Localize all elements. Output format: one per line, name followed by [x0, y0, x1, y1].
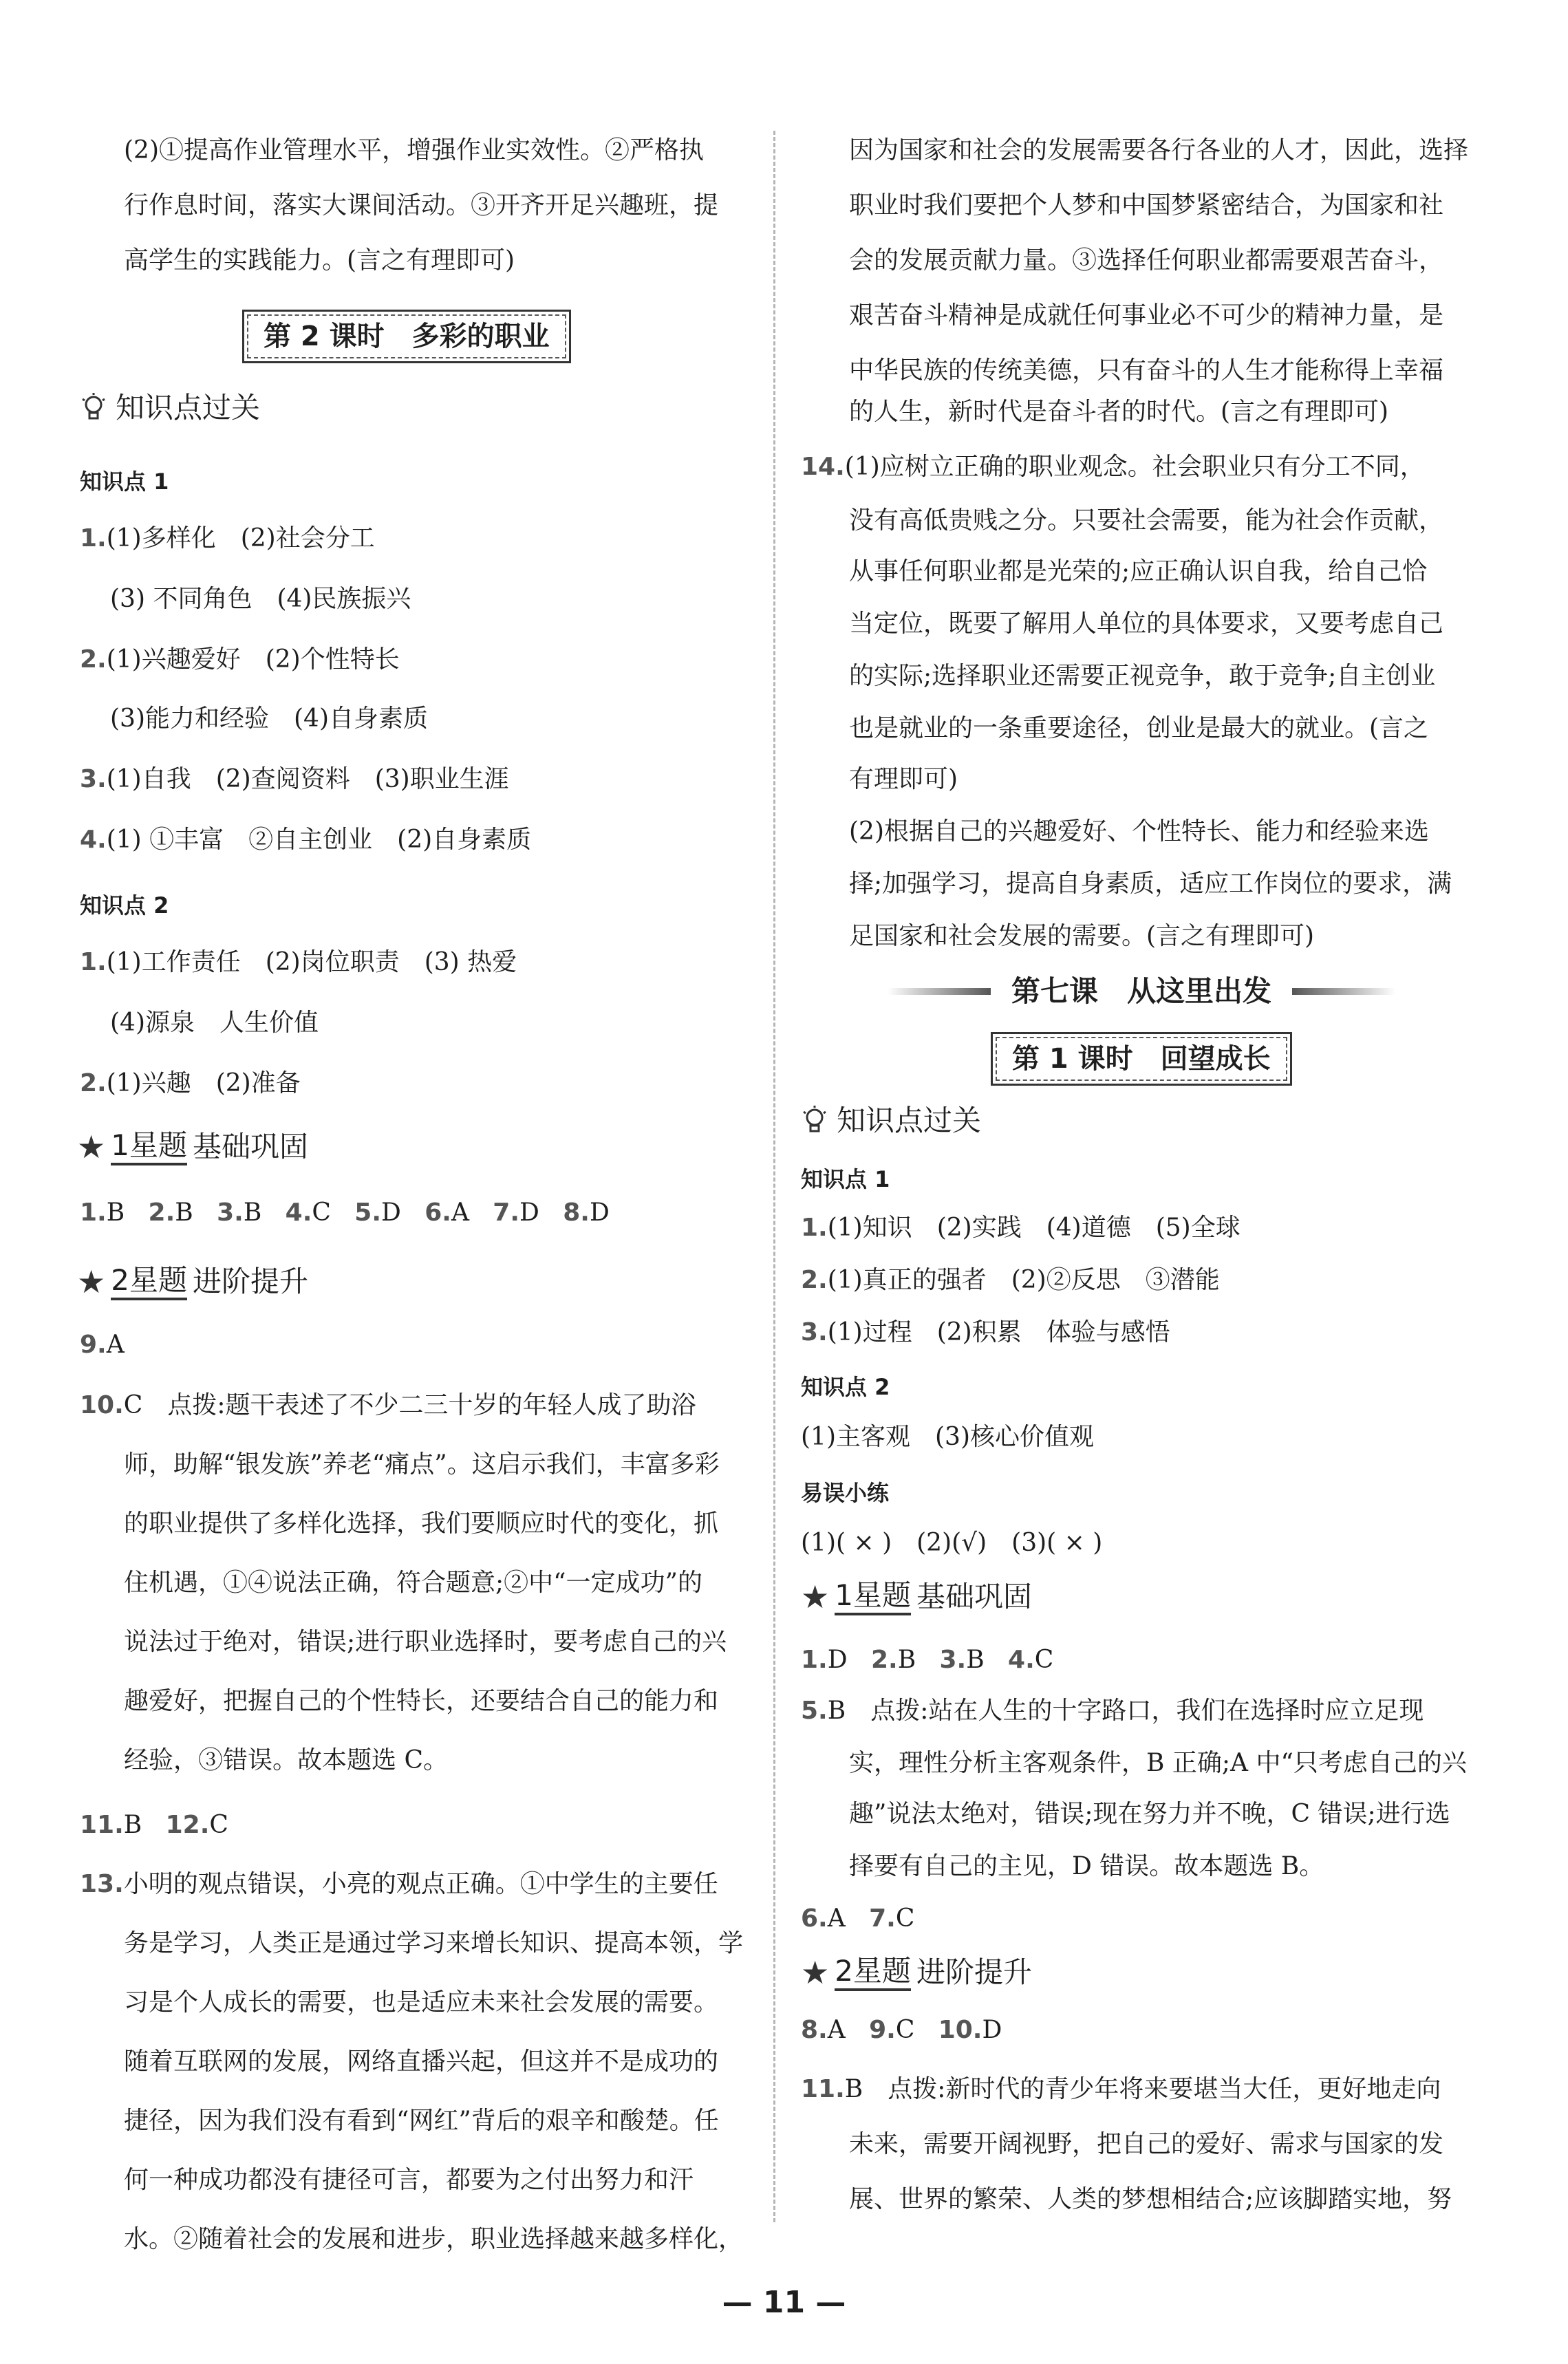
text-line: 没有高低贵贱之分。只要社会需要，能为社会作贡献，: [849, 506, 1444, 535]
text-line: 足国家和社会发展的需要。(言之有理即可): [849, 922, 1315, 950]
kp1-label: 知识点 1: [80, 469, 169, 495]
text-line: 未来，需要开阔视野，把自己的爱好、需求与国家的发: [849, 2130, 1444, 2158]
lesson-title-box: [991, 1032, 1292, 1086]
knowledge-heading: [801, 1104, 981, 1138]
answer-number: 2.: [148, 1199, 175, 1227]
text-line: 高学生的实践能力。(言之有理即可): [124, 246, 515, 275]
answer-number: 6.: [425, 1199, 451, 1227]
answer-text: B: [106, 1199, 125, 1227]
answer-number: 11.: [801, 2075, 845, 2103]
answer-text: (1)真正的强者 (2)②反思 ③潜能: [827, 1266, 1220, 1294]
unit-title-text: 第七课 从这里出发: [1011, 974, 1272, 1008]
answer-number: 13.: [80, 1870, 124, 1898]
title-rule: [888, 988, 991, 995]
answer-text: C: [312, 1199, 331, 1227]
star2-heading: [77, 1263, 308, 1300]
text-line: (2)①提高作业管理水平，增强作业实效性。②严格执: [124, 136, 704, 164]
answer-line: [110, 1007, 319, 1039]
answer-text: (1)兴趣 (2)准备: [106, 1069, 301, 1097]
answer-line: [80, 824, 531, 856]
answer-number: 6.: [801, 1904, 828, 1933]
answer-text: (1)工作责任 (2)岗位职责 (3) 热爱: [106, 948, 517, 976]
text-line: 实，理性分析主客观条件，B 正确;A 中“只考虑自己的兴: [849, 1749, 1467, 1777]
answer-text: (3)能力和经验 (4)自身素质: [110, 705, 428, 733]
answer-line: [80, 1390, 696, 1421]
answer-line: [110, 703, 428, 735]
answer-text: D: [519, 1199, 539, 1227]
answer-number: 1.: [801, 1646, 828, 1674]
answer-line: [801, 451, 1425, 483]
star1-heading: [801, 1578, 1032, 1615]
answer-number: 12.: [165, 1811, 210, 1839]
answer-text: B: [966, 1646, 985, 1674]
star-level: 2星题: [111, 1263, 187, 1300]
answer-number: 9.: [869, 2016, 896, 2044]
answer-number: 10.: [938, 2016, 982, 2044]
text-line: 说法过于绝对，错误;进行职业选择时，要考虑自己的兴: [124, 1628, 727, 1656]
text-line: 行作息时间，落实大课间活动。③开齐开足兴趣班，提: [124, 191, 719, 219]
text-line: 住机遇，①④说法正确，符合题意;②中“一定成功”的: [124, 1569, 702, 1597]
answer-text: (1) ①丰富 ②自主创业 (2)自身素质: [106, 826, 532, 854]
answer-number: 1.: [801, 1214, 828, 1242]
answer-text: D: [827, 1646, 848, 1674]
answer-line: [80, 1329, 125, 1361]
answer-number: 4.: [80, 826, 107, 854]
text-line: 中华民族的传统美德，只有奋斗的人生才能称得上幸福: [849, 356, 1444, 385]
answer-number: 4.: [1008, 1646, 1035, 1674]
answer-text: C 点拨:题干表述了不少二三十岁的年轻人成了助浴: [123, 1391, 696, 1419]
answer-text: (1)应树立正确的职业观念。社会职业只有分工不同，: [844, 453, 1425, 481]
text-line: 也是就业的一条重要途径，创业是最大的就业。(言之: [849, 714, 1429, 742]
lightbulb-icon: [80, 392, 107, 424]
text-line: 艰苦奋斗精神是成就任何事业必不可少的精神力量，是: [849, 301, 1444, 330]
answer-line: [801, 1644, 1053, 1676]
lesson-title: 第 2 课时 多彩的职业: [247, 314, 566, 358]
lightbulb-icon: [801, 1105, 828, 1137]
text-line: 的职业提供了多样化选择，我们要顺应时代的变化，抓: [124, 1509, 719, 1538]
answer-line: [80, 644, 400, 676]
answer-text: A: [451, 1199, 469, 1227]
answer-text: 小明的观点错误，小亮的观点正确。①中学生的主要任: [123, 1870, 718, 1898]
answer-number: 8.: [801, 2016, 828, 2044]
answer-number: 2.: [801, 1266, 828, 1294]
answer-number: 1.: [80, 948, 107, 976]
title-rule: [1292, 988, 1395, 995]
lesson-title-box: [242, 310, 571, 363]
text-line: 习是个人成长的需要，也是适应未来社会发展的需要。: [124, 1988, 719, 2017]
answer-number: 7.: [869, 1904, 896, 1933]
answer-text: (1)多样化 (2)社会分工: [106, 524, 375, 552]
text-line: 经验，③错误。故本题选 C。: [124, 1746, 448, 1774]
answer-text: B: [175, 1199, 193, 1227]
knowledge-heading: [80, 391, 260, 425]
star1-heading: [77, 1128, 308, 1165]
answer-text: (3) 不同角色 (4)民族振兴: [110, 585, 411, 613]
answer-number: 2.: [80, 1069, 107, 1097]
kp2-label: 知识点 2: [80, 892, 169, 918]
answer-text: (1)兴趣爱好 (2)个性特长: [106, 645, 400, 674]
answer-text: B: [243, 1199, 262, 1227]
text-line: 职业时我们要把个人梦和中国梦紧密结合，为国家和社: [849, 191, 1444, 219]
answer-text: B 点拨:站在人生的十字路口，我们在选择时应立足现: [827, 1697, 1424, 1725]
answer-text: (1)自我 (2)查阅资料 (3)职业生涯: [106, 765, 509, 793]
answer-number: 14.: [801, 453, 845, 481]
answer-text: B: [123, 1811, 142, 1839]
kp2-label: 知识点 2: [801, 1374, 890, 1400]
star-level: 1星题: [111, 1128, 187, 1165]
answer-line: [80, 523, 375, 555]
star-icon: ★: [801, 1578, 830, 1615]
text-line: 从事任何职业都是光荣的;应正确认识自我，给自己恰: [849, 557, 1428, 585]
answer-number: 11.: [80, 1811, 124, 1839]
star2-heading: [801, 1954, 1032, 1991]
answer-line: [80, 1869, 718, 1900]
answer-number: 3.: [217, 1199, 244, 1227]
text-line: 的人生，新时代是奋斗者的时代。(言之有理即可): [849, 398, 1389, 426]
answer-number: 2.: [870, 1646, 898, 1674]
answer-text: (1)知识 (2)实践 (4)道德 (5)全球: [827, 1214, 1241, 1242]
answer-line: [80, 1197, 610, 1229]
kp1-label: 知识点 1: [801, 1166, 890, 1192]
answer-line: [80, 1068, 301, 1099]
answer-line: (1)主客观 (3)核心价值观: [801, 1423, 1094, 1451]
answer-line: [801, 1695, 1424, 1727]
text-line: 有理即可): [849, 765, 958, 793]
answer-text: C: [209, 1811, 228, 1839]
answer-text: A: [827, 2016, 846, 2044]
text-line: 当定位，既要了解用人单位的具体要求，又要考虑自己: [849, 610, 1444, 638]
answer-line: [801, 2074, 1441, 2105]
column-divider: [773, 131, 775, 2222]
answer-text: A: [827, 1904, 846, 1933]
answer-number: 5.: [354, 1199, 381, 1227]
star-heading-text: 进阶提升: [916, 1955, 1032, 1989]
star-heading-text: 基础巩固: [192, 1130, 308, 1163]
text-line: 师，助解“银发族”养老“痛点”。这启示我们，丰富多彩: [124, 1450, 720, 1479]
star-level: 1星题: [835, 1578, 911, 1615]
star-icon: ★: [801, 1954, 830, 1991]
answer-line: [801, 1212, 1241, 1244]
answer-line: [110, 583, 411, 615]
unit-title: [888, 974, 1395, 1009]
answer-number: 7.: [493, 1199, 520, 1227]
answer-text: D: [381, 1199, 401, 1227]
answer-number: 3.: [939, 1646, 967, 1674]
answer-text: D: [982, 2016, 1002, 2044]
star-heading-text: 进阶提升: [192, 1265, 308, 1298]
answer-line: [801, 1265, 1220, 1296]
answer-line: [801, 1317, 1170, 1348]
answer-line: [80, 947, 517, 978]
star-icon: ★: [77, 1263, 106, 1300]
answer-number: 3.: [80, 765, 107, 793]
answer-number: 8.: [563, 1199, 590, 1227]
text-line: 趣爱好，把握自己的个性特长，还要结合自己的能力和: [124, 1687, 719, 1715]
answer-text: (1)过程 (2)积累 体验与感悟: [827, 1318, 1170, 1346]
text-line: 务是学习，人类正是通过学习来增长知识、提高本领，学: [124, 1929, 744, 1957]
text-line: 会的发展贡献力量。③选择任何职业都需要艰苦奋斗，: [849, 246, 1444, 275]
answer-text: D: [589, 1199, 610, 1227]
text-line: 择要有自己的主见，D 错误。故本题选 B。: [849, 1852, 1324, 1880]
text-line: 因为国家和社会的发展需要各行各业的人才，因此，选择: [849, 136, 1469, 164]
answer-line: [80, 764, 509, 795]
answer-line: [801, 2014, 1002, 2046]
mistake-practice-label: 易误小练: [801, 1480, 890, 1506]
answer-number: 2.: [80, 645, 107, 674]
text-line: (2)根据自己的兴趣爱好、个性特长、能力和经验来选: [849, 817, 1429, 846]
text-line: 捷径，因为我们没有看到“网红”背后的艰辛和酸楚。任: [124, 2107, 719, 2135]
answer-line: (1)( × ) (2)(√) (3)( × ): [801, 1529, 1103, 1557]
answer-text: B: [897, 1646, 916, 1674]
answer-number: 9.: [80, 1331, 107, 1359]
answer-text: C: [895, 1904, 915, 1933]
answer-text: C: [1034, 1646, 1054, 1674]
answer-number: 5.: [801, 1697, 828, 1725]
text-line: 择;加强学习，提高自身素质，适应工作岗位的要求，满: [849, 870, 1452, 898]
answer-text: C: [895, 2016, 915, 2044]
page-number: — 11 —: [722, 2285, 846, 2320]
text-line: 何一种成功都没有捷径可言，都要为之付出努力和汗: [124, 2166, 694, 2194]
answer-text: (4)源泉 人生价值: [110, 1009, 319, 1037]
answer-number: 4.: [285, 1199, 312, 1227]
answer-number: 10.: [80, 1391, 124, 1419]
text-line: 的实际;选择职业还需要正视竞争，敢于竞争;自主创业: [849, 662, 1436, 690]
star-level: 2星题: [835, 1954, 911, 1991]
answer-number: 3.: [801, 1318, 828, 1346]
star-heading-text: 基础巩固: [916, 1580, 1032, 1613]
text-line: 随着互联网的发展，网络直播兴起，但这并不是成功的: [124, 2048, 719, 2076]
answer-line: [80, 1809, 228, 1841]
text-line: 水。②随着社会的发展和进步，职业选择越来越多样化，: [124, 2225, 744, 2253]
answer-line: [801, 1903, 914, 1935]
answer-number: 1.: [80, 1199, 107, 1227]
star-icon: ★: [77, 1128, 106, 1165]
answer-text: B 点拨:新时代的青少年将来要堪当大任，更好地走向: [844, 2075, 1441, 2103]
text-line: 展、世界的繁荣、人类的梦想相结合;应该脚踏实地，努: [849, 2185, 1452, 2213]
answer-number: 1.: [80, 524, 107, 552]
knowledge-heading-text: 知识点过关: [116, 391, 261, 425]
lesson-title: 第 1 课时 回望成长: [996, 1037, 1287, 1081]
text-line: 趣”说法太绝对，错误;现在努力并不晚，C 错误;进行选: [849, 1800, 1450, 1828]
answer-text: A: [106, 1331, 125, 1359]
knowledge-heading-text: 知识点过关: [837, 1104, 982, 1137]
